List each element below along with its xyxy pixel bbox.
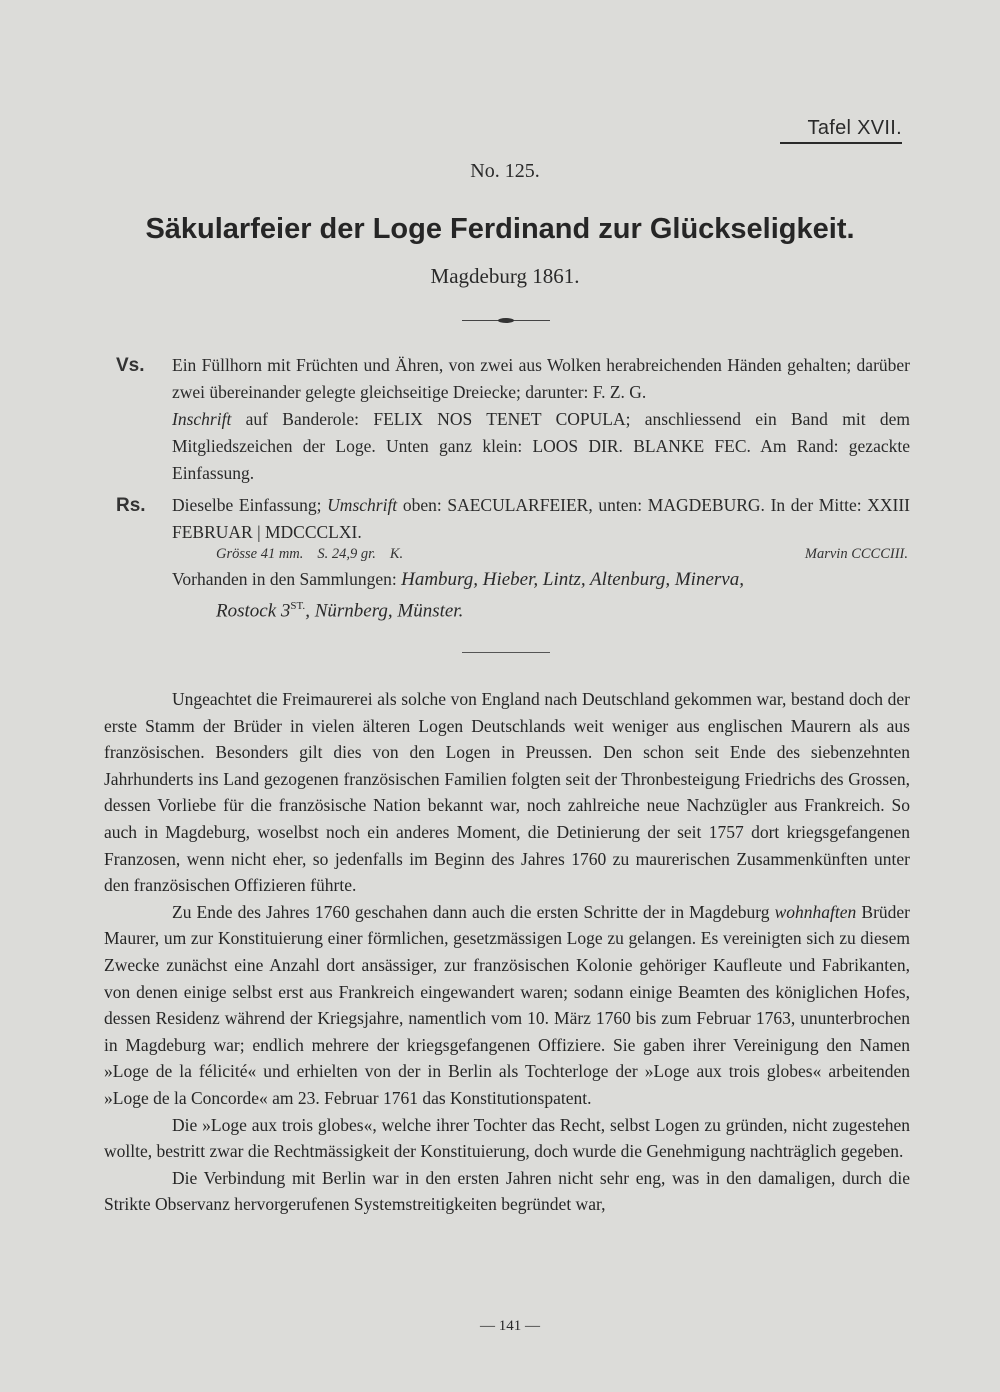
paragraph-1: Ungeachtet die Freimaurerei als solche von England nach Deutschland gekommen war, bestand doch der erste Stamm der Brüder in vielen älteren Logen Deutschlands weit weniger aus englischen Maurern als aus französischen. Besonders gilt dies von den Logen in Preussen. Den schon seit Ende des siebenzehnten Jahrhunderts ins Land gezogenen französischen Familien folgten seit der Thronbesteigung Friedrichs des Grossen, dessen Vorliebe für die französische Nation bekannt war, noch zahlreiche neue Nachzügler aus Frankreich. So auch in Magdeburg, woselbst noch ein anderes Moment, die Detinierung der seit 1757 dort kriegsgefangenen Franzosen, wenn nicht eher, so jedenfalls im Beginn des Jahres 1760 zu maurerischen Zusammenkünften unter den französischen Offizieren führte. bbox=[104, 689, 910, 896]
collections-places-2a: Rostock 3 bbox=[216, 600, 291, 622]
obverse-text-part1: Ein Füllhorn mit Früchten und Ähren, von zwei aus Wolken herabreichenden Händen gehalten; darüber zwei übereinander gelegte gleichseitige Dreiecke; darunter: F. Z. G. bbox=[172, 355, 910, 402]
page-title: Säkularfeier der Loge Ferdinand zur Glückseligkeit. bbox=[145, 213, 855, 245]
catalog-reference: Marvin CCCCIII. bbox=[804, 546, 908, 562]
catalog-number: No. 125. bbox=[470, 160, 540, 182]
reverse-text bbox=[172, 492, 910, 546]
paragraph-2-italic: wohnhaften bbox=[774, 901, 857, 922]
medal-material: K. bbox=[389, 546, 404, 562]
paragraph-4: Die Verbindung mit Berlin war in den ersten Jahren nicht sehr eng, was in den damaligen, durch die Strikte Observanz hervorgerufenen Systemstreitigkeiten begründet war, bbox=[104, 1167, 910, 1215]
obverse-text-part2: auf Banderole: FELIX NOS TENET COPULA; anschliessend ein Band mit dem Mitgliedszeichen der Loge. Unten ganz klein: LOOS DIR. BLANKE FEC. Am Rand: gezackte Einfassung. bbox=[172, 409, 911, 483]
section-divider bbox=[462, 652, 550, 653]
collections-places-1: Hamburg, Hieber, Lintz, Altenburg, Minerva, bbox=[401, 569, 744, 590]
reverse-label: Rs. bbox=[116, 495, 146, 516]
obverse-description bbox=[116, 352, 911, 487]
obverse-label: Vs. bbox=[116, 355, 145, 376]
medal-size: Grösse 41 mm. bbox=[216, 546, 304, 562]
plate-number: Tafel XVII. bbox=[780, 117, 902, 144]
paragraph-2-part2: Brüder Maurer, um zur Konstituierung einer förmlichen, gesetzmässigen Loge zu gelangen. Es vereinigten sich zu diesem Zwecke zunächst eine Anzahl dort ansässiger, zur französischen Kolonie gehöriger Kaufleute und Fabrikanten, von denen einige selbst erst aus Frankreich eingewandert waren; sodann einige Beamten des königlichen Hofes, dessen Residenz während der Kriegsjahre, namentlich vom 10. März 1760 bis zum Februar 1763, ununterbrochen in Magdeburg war; endlich mehrere der kriegsgefangenen Offiziere. Sie gaben ihrer Vereinigung den Namen »Loge de la félicité« und erhielten von der in Berlin als Tochterloge der »Loge aux trois globes« arbeitenden »Loge de la Concorde« am 23. Februar 1761 das Konstitutionspatent. bbox=[104, 901, 910, 1108]
page-number: — 141 — bbox=[480, 1318, 540, 1334]
collections-label: Vorhanden in den Sammlungen: bbox=[172, 569, 397, 589]
medal-weight: S. 24,9 gr. bbox=[317, 546, 376, 562]
reverse-italic: Umschrift bbox=[327, 495, 398, 515]
paragraph-2 bbox=[104, 899, 910, 1112]
obverse-italic: Inschrift bbox=[172, 409, 232, 429]
collections-places-2b: , Nürnberg, Münster. bbox=[305, 600, 464, 622]
collections bbox=[172, 566, 910, 624]
obverse-text bbox=[172, 352, 910, 487]
paragraph-2-part1: Zu Ende des Jahres 1760 geschahen dann auch die ersten Schritte der in Magdeburg bbox=[172, 901, 770, 922]
medal-metadata bbox=[216, 546, 908, 563]
reverse-text-part2: oben: SAECULARFEIER, unten: MAGDEBURG. In der Mitte: XXIII FEBRUAR | MDCCCLXI. bbox=[172, 495, 910, 542]
page-subtitle: Magdeburg 1861. bbox=[430, 264, 580, 288]
paragraph-3: Die »Loge aux trois globes«, welche ihrer Tochter das Recht, selbst Logen zu gründen, nicht zugestehen wollte, bestritt zwar die Rechtmässigkeit der Konstituierung, doch wurde die Genehmigung nachträglich gegeben. bbox=[104, 1114, 910, 1162]
ornament-divider bbox=[462, 320, 550, 321]
collections-sup: ST. bbox=[290, 600, 306, 612]
reverse-text-part1: Dieselbe Einfassung; bbox=[172, 495, 322, 515]
reverse-description bbox=[116, 492, 910, 546]
body-text bbox=[104, 686, 910, 1218]
